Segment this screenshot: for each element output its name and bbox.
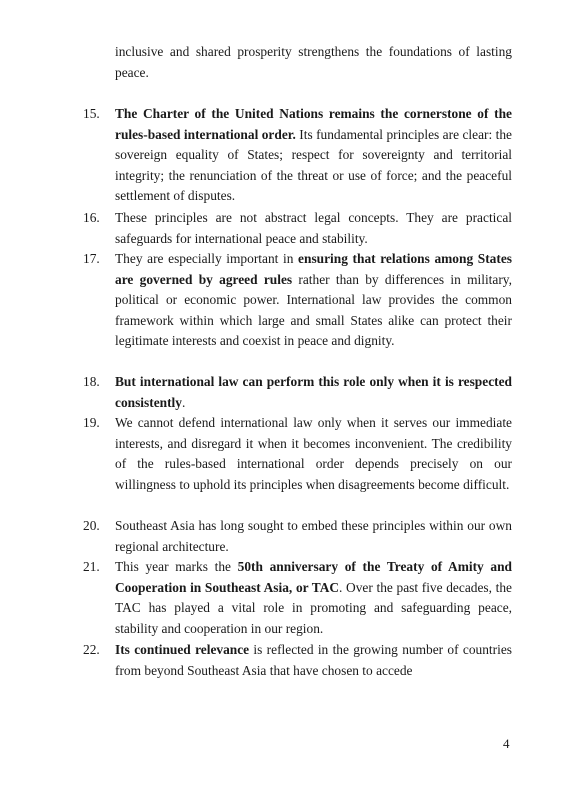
bold-segment: 50th anniversary of the Treaty of Amity and Cooperation in Southeast Asia, or TAC [115,559,512,595]
text-segment: They are especially important in [115,251,299,266]
paragraph-text [115,372,512,413]
paragraph-number: 22. [83,642,100,657]
paragraph-15 [83,104,512,207]
text-segment: rather than by differences in military, political or economic power. International law provides the common framework within which large and small States alike can protect their legitimate interests and coexist in peace and dignity. [115,271,512,349]
text-segment: This year marks the [115,559,238,574]
text-segment: These principles are not abstract legal concepts. They are practical safeguards for international peace and stability. [115,210,512,246]
bold-segment: Its continued relevance [115,642,250,657]
paragraph-number: 19. [83,415,100,430]
paragraph-number: 17. [83,251,100,266]
paragraph-text [115,557,512,639]
paragraph-20 [83,516,512,557]
paragraph-number: 15. [83,106,100,121]
paragraph-text [115,249,512,352]
paragraph-text [115,640,512,681]
page-number: 4 [503,736,510,751]
bold-segment: ensuring that relations among States are governed by agreed rules [115,251,512,287]
paragraph-16 [83,208,512,249]
paragraph-text [115,413,512,495]
paragraph-number: 20. [83,518,100,533]
bold-segment: The Charter of the United Nations remains the cornerstone of the rules-based international order. [115,106,512,142]
paragraph-number: 16. [83,210,100,225]
text-segment: . [181,394,186,410]
bold-segment: But international law can perform this role only when it is respected consistently [115,374,512,410]
paragraph-text [115,208,512,249]
text-segment: Southeast Asia has long sought to embed these principles within our own regional architecture. [115,518,512,554]
paragraph-19 [83,413,512,495]
text-segment: is reflected in the growing number of countries from beyond Southeast Asia that have chosen to accede [115,642,512,678]
text-segment: We cannot defend international law only when it serves our immediate interests, and disregard it when it becomes inconvenient. The credibility of the rules-based international order depends precisely on our willingness to uphold its principles when disagreements become difficult. [115,415,512,492]
paragraph-text [115,516,512,557]
continuation-paragraph [115,42,512,83]
paragraph-number: 18. [83,374,100,389]
paragraph-18 [83,372,512,413]
paragraph-number: 21. [83,559,100,574]
paragraph-17 [83,249,512,352]
paragraph-text [115,104,512,207]
text-segment: . Over the past five decades, the TAC has played a vital role in promoting and safeguarding peace, stability and cooperation in our region. [115,579,512,636]
paragraph-22 [83,640,512,681]
continuation-text: inclusive and shared prosperity strengthens the foundations of lasting peace. [115,44,512,80]
text-segment: Its fundamental principles are clear: the sovereign equality of States; respect for sovereignty and territorial integrity; the renunciation of the threat or use of force; and the peaceful settlement of disputes. [115,126,512,204]
paragraph-21 [83,557,512,639]
